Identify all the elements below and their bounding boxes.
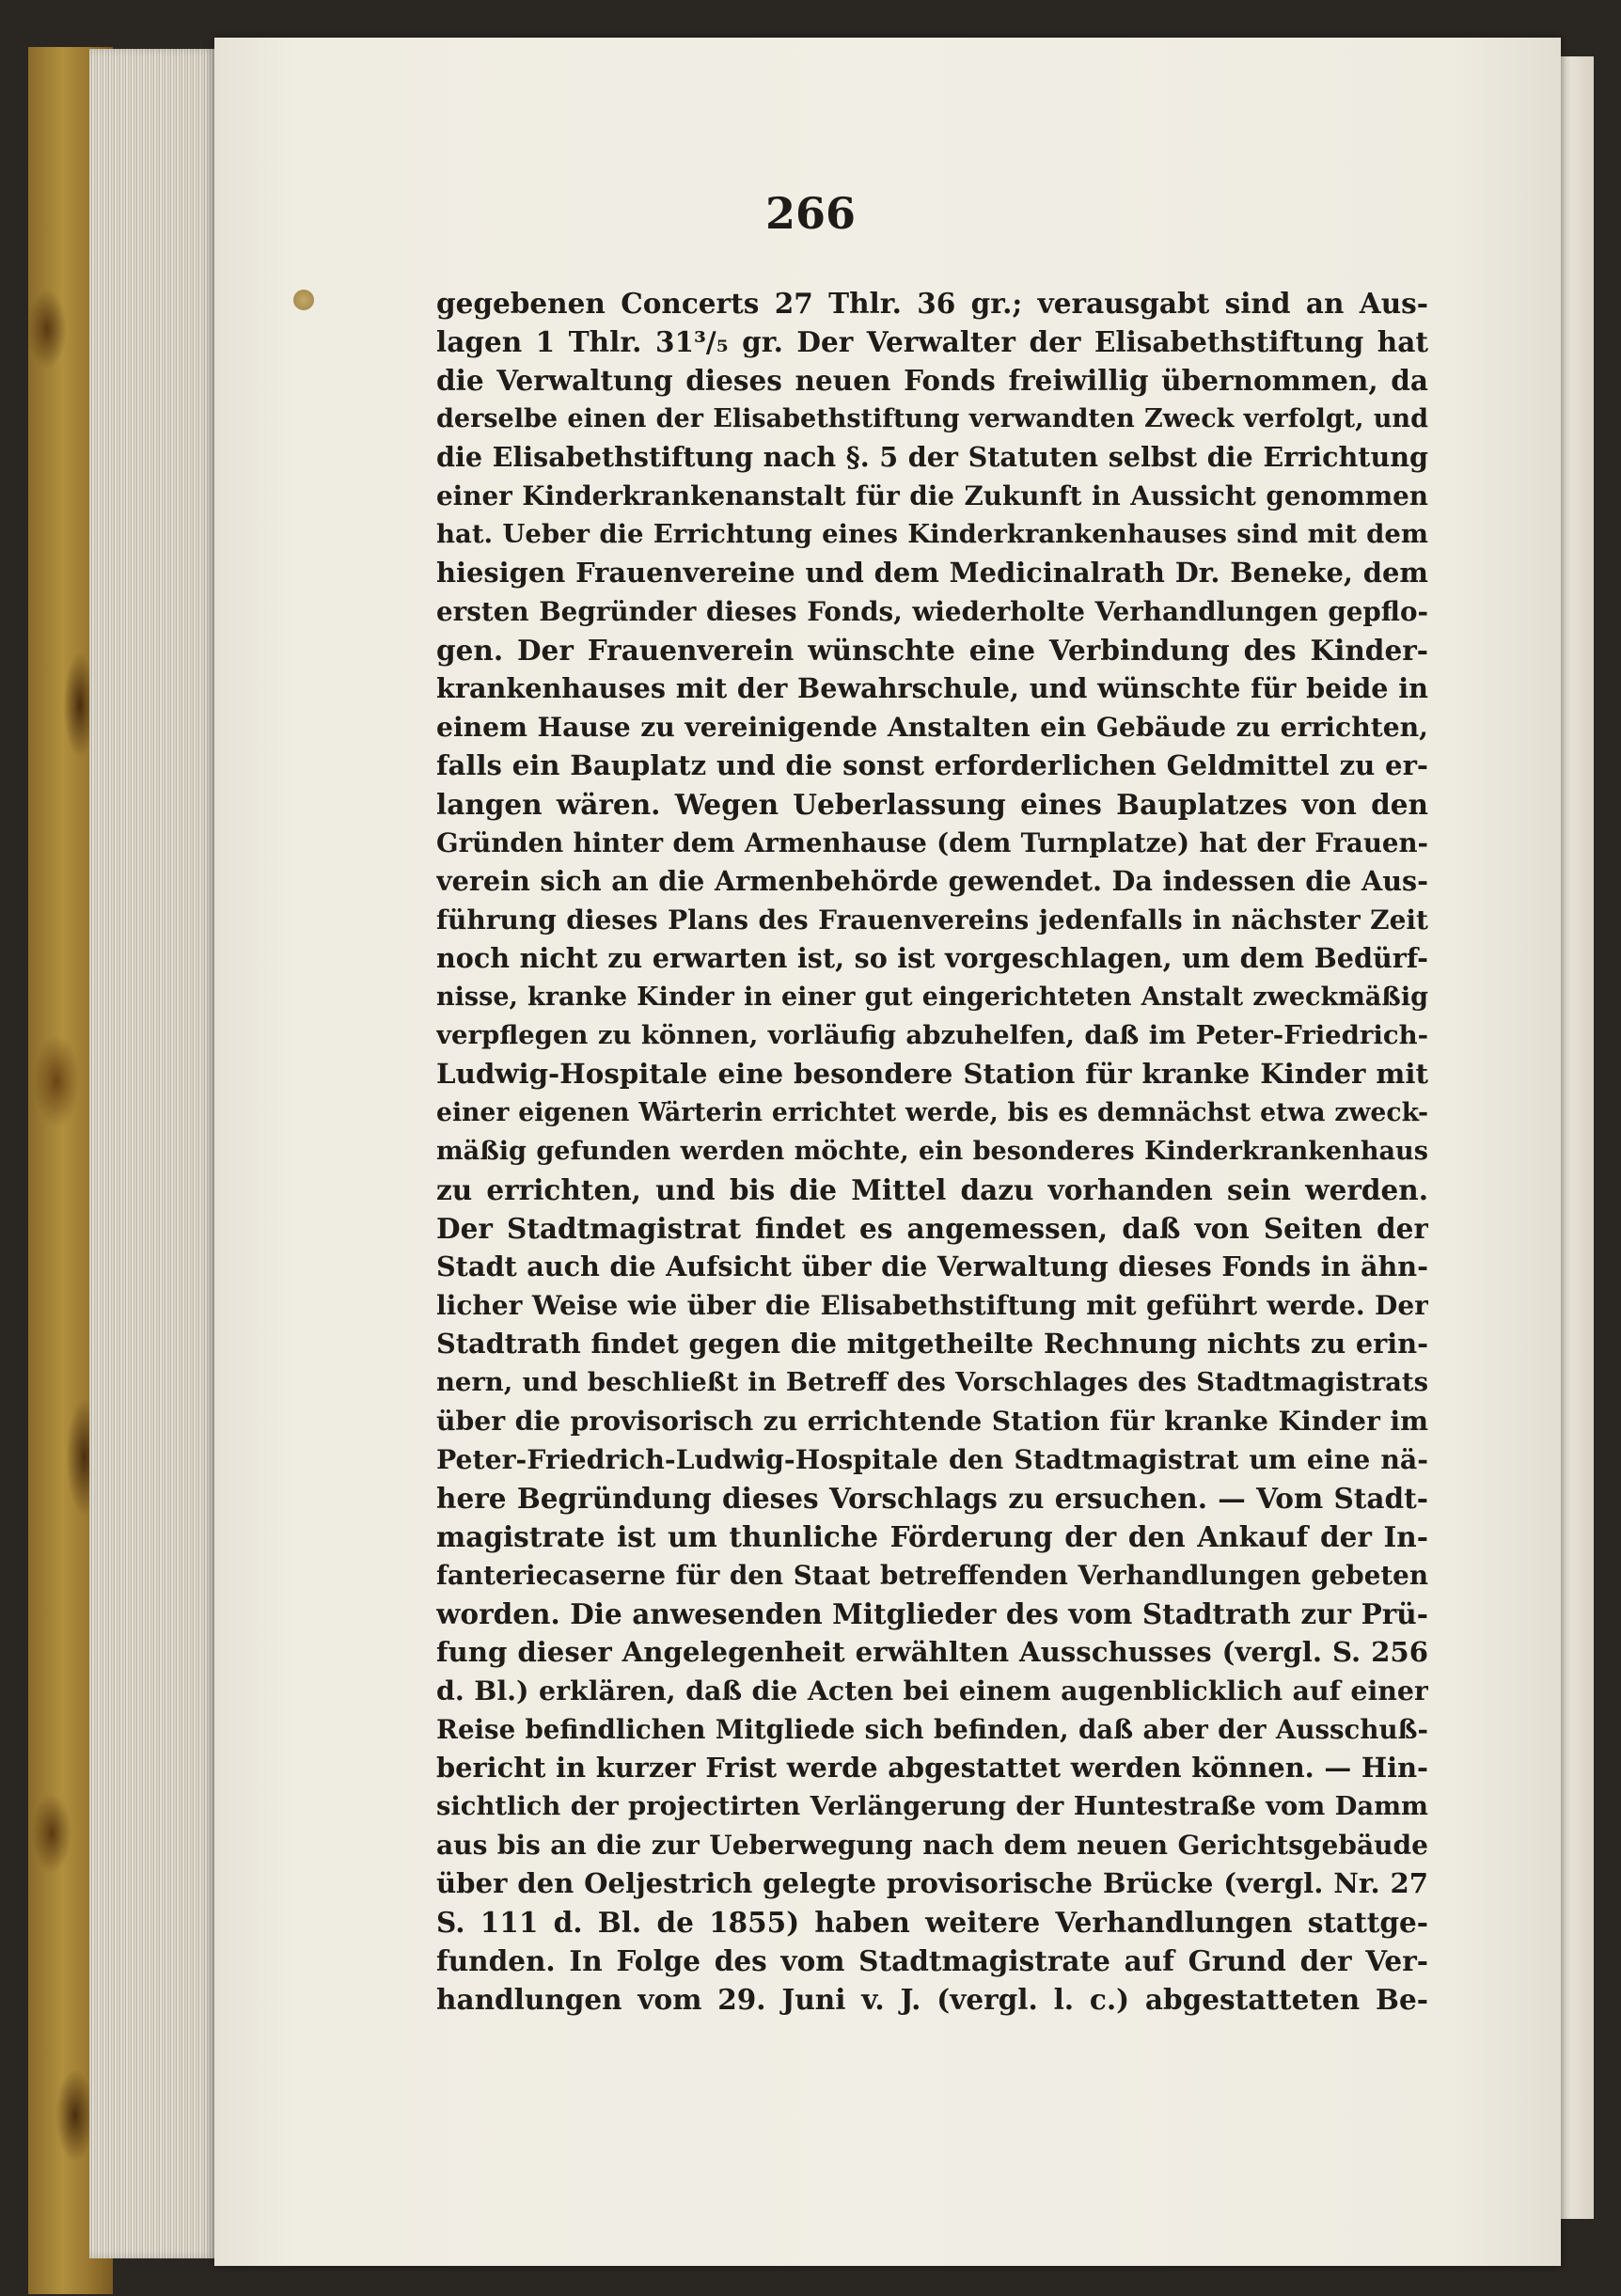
text-line: noch nicht zu erwarten ist, so ist vorgeschlagen, um dem Bedürf- [436,942,1428,974]
text-line: gen. Der Frauenverein wünschte eine Verbindung des Kinder- [436,634,1428,667]
text-line: nern, und beschließt in Betreff des Vorschlages des Stadtmagistrats [436,1367,1428,1397]
text-line: einer eigenen Wärterin errichtet werde, bis es demnächst etwa zweck- [436,1098,1428,1127]
text-line: falls ein Bauplatz und die sonst erforderlichen Geldmittel zu er- [436,749,1428,781]
text-line: mäßig gefunden werden möchte, ein besonderes Kinderkrankenhaus [436,1137,1428,1166]
text-line: licher Weise wie über die Elisabethstiftung mit geführt werde. Der [436,1290,1428,1321]
text-line: langen wären. Wegen Ueberlassung eines Bauplatzes von den [436,788,1428,821]
text-line: Stadtrath findet gegen die mitgetheilte Rechnung nichts zu erin- [436,1328,1428,1360]
text-line: fung dieser Angelegenheit erwählten Ausschusses (vergl. S. 256 [436,1636,1428,1668]
text-line: hat. Ueber die Errichtung eines Kinderkrankenhauses sind mit dem [436,519,1428,549]
page-body-text [436,284,1428,2019]
text-line: sichtlich der projectirten Verlängerung der Huntestraße vom Damm [436,1791,1428,1821]
text-line: d. Bl.) erklären, daß die Acten bei einem augenblicklich auf einer [436,1675,1428,1706]
text-line: Stadt auch die Aufsicht über die Verwaltung dieses Fonds in ähn- [436,1250,1428,1282]
text-line: Gründen hinter dem Armenhause (dem Turnplatze) hat der Frauen- [436,827,1428,858]
text-line: S. 111 d. Bl. de 1855) haben weitere Verhandlungen stattge- [436,1906,1428,1939]
text-line: verpflegen zu können, vorläufig abzuhelfen, daß im Peter-Friedrich- [436,1020,1428,1050]
text-line: here Begründung dieses Vorschlags zu ersuchen. — Vom Stadt- [436,1482,1428,1515]
text-line: über die provisorisch zu errichtende Station für kranke Kinder im [436,1405,1428,1437]
text-line: Ludwig-Hospitale eine besondere Station für kranke Kinder mit [436,1058,1428,1090]
page-edges-stack [89,49,216,2258]
text-line: krankenhauses mit der Bewahrschule, und wünschte für beide in [436,672,1428,704]
text-line: derselbe einen der Elisabethstiftung verwandten Zweck verfolgt, und [436,404,1428,433]
margin-spot [293,290,314,310]
text-line: Peter-Friedrich-Ludwig-Hospitale den Stadtmagistrat um eine nä- [436,1443,1428,1475]
text-line: einem Hause zu vereinigende Anstalten ein Gebäude zu errichten, [436,712,1428,743]
text-line: worden. Die anwesenden Mitglieder des vom Stadtrath zur Prü- [436,1597,1428,1630]
text-line: Reise befindlichen Mitgliede sich befinden, daß aber der Ausschuß- [436,1714,1428,1745]
text-line: aus bis an die zur Ueberwegung nach dem neuen Gerichtsgebäude [436,1830,1428,1861]
text-line: fanteriecaserne für den Staat betreffenden Verhandlungen gebeten [436,1560,1428,1591]
text-line: einer Kinderkrankenanstalt für die Zukunft in Aussicht genommen [436,480,1428,511]
text-line: die Verwaltung dieses neuen Fonds freiwillig übernommen, da [436,364,1428,397]
text-line: führung dieses Plans des Frauenvereins jedenfalls in nächster Zeit [436,904,1428,936]
page-number: 266 [764,188,857,239]
text-line: gegebenen Concerts 27 Thlr. 36 gr.; verausgabt sind an Aus- [436,287,1428,320]
facing-page-edge [1556,56,1594,2219]
text-line: ersten Begründer dieses Fonds, wiederholte Verhandlungen gepflo- [436,596,1428,627]
text-line: lagen 1 Thlr. 31³/₅ gr. Der Verwalter der Elisabethstiftung hat [436,325,1428,358]
text-line: bericht in kurzer Frist werde abgestattet werden können. — Hin- [436,1752,1428,1784]
text-line: zu errichten, und bis die Mittel dazu vorhanden sein werden. [436,1173,1428,1206]
text-line: handlungen vom 29. Juni v. J. (vergl. l. c.) abgestatteten Be- [436,1983,1428,2016]
text-line: die Elisabethstiftung nach §. 5 der Statuten selbst die Errichtung [436,441,1428,473]
text-line: Der Stadtmagistrat findet es angemessen, daß von Seiten der [436,1212,1428,1245]
text-line: über den Oeljestrich gelegte provisorische Brücke (vergl. Nr. 27 [436,1867,1428,1899]
text-line: verein sich an die Armenbehörde gewendet. Da indessen die Aus- [436,865,1428,897]
text-line: hiesigen Frauenvereine und dem Medicinalrath Dr. Beneke, dem [436,557,1428,589]
text-line: nisse, kranke Kinder in einer gut eingerichteten Anstalt zweckmäßig [436,983,1428,1012]
text-line: funden. In Folge des vom Stadtmagistrate auf Grund der Ver- [436,1944,1428,1977]
text-line: magistrate ist um thunliche Förderung der den Ankauf der In- [436,1520,1428,1553]
